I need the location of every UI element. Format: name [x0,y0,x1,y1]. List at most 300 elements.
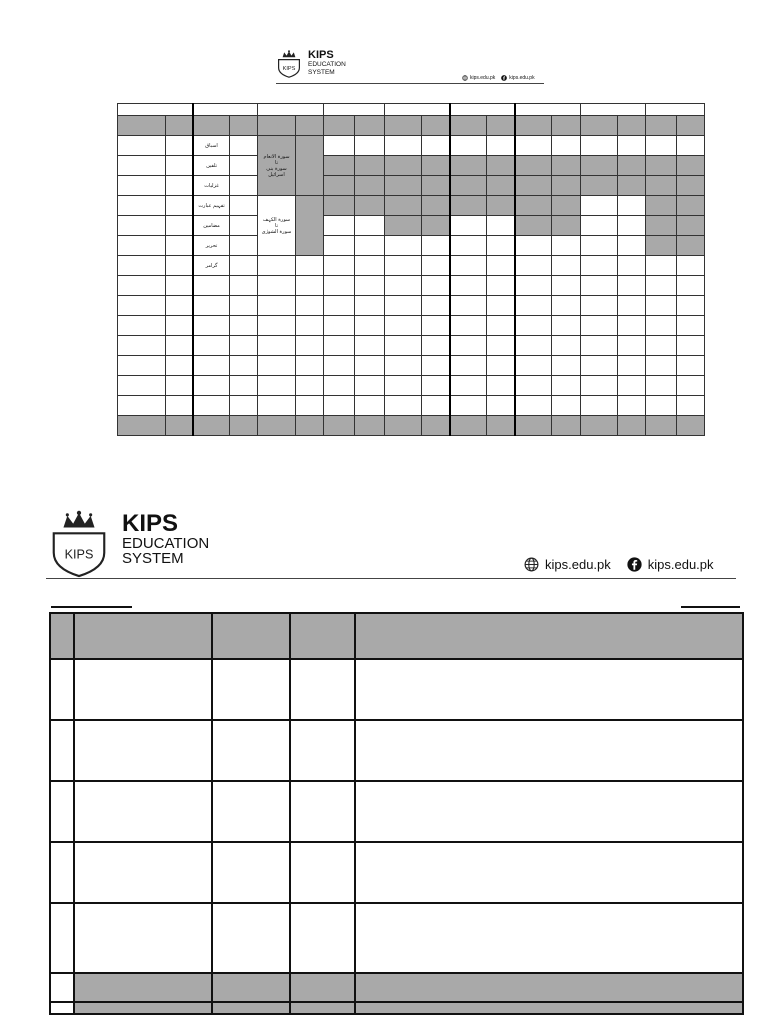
table-cell [212,973,290,1002]
grid-cell [450,136,487,156]
grid-cell [487,296,515,316]
grid-cell [487,236,515,256]
grid-cell [515,416,552,436]
table-cell [290,613,355,659]
grid-cell [166,156,193,176]
grid-cell [552,336,580,356]
grid-row [118,136,705,156]
grid-cell [580,176,617,196]
grid-cell [166,296,193,316]
grid-cell [354,296,384,316]
grid-cell [230,356,258,376]
grid-cell [354,316,384,336]
grid-cell [421,256,449,276]
grid-cell [421,156,449,176]
grid-row [118,156,705,176]
grid-cell [676,196,704,216]
grid-cell [552,316,580,336]
grid-cell [384,396,421,416]
grid-cell [617,216,645,236]
grid-cell [295,276,323,296]
grid-cell [118,356,166,376]
grid-cell [295,396,323,416]
grid-cell [580,336,617,356]
grid-cell [645,276,676,296]
table-cell [74,973,212,1002]
brand-line-education: EDUCATION [308,61,346,68]
chapter-to: تا [275,159,278,166]
grid-cell [645,396,676,416]
grid-cell [450,396,487,416]
grid-cell [450,116,487,136]
grid-cell [515,104,580,116]
grid-cell [421,316,449,336]
grid-cell [645,316,676,336]
grid-cell [645,376,676,396]
grid-title-row [118,104,705,116]
grid-cell [230,316,258,336]
grid-cell [193,376,230,396]
grid-cell [450,216,487,236]
table-cell [50,613,74,659]
grid-cell [354,376,384,396]
subject-label: تفہیم عبارت [193,196,230,216]
grid-cell [487,276,515,296]
facebook-link[interactable] [501,75,534,81]
grid-cell [617,256,645,276]
main-table-header-row [50,613,743,659]
grid-cell [384,256,421,276]
grid-cell [580,104,645,116]
grid-cell [258,256,295,276]
grid-cell [645,416,676,436]
grid-cell [487,156,515,176]
grid-cell [118,156,166,176]
grid-cell [193,104,258,116]
grid-cell [118,336,166,356]
grid-cell [230,116,258,136]
brand-line-system: SYSTEM [308,69,335,76]
grid-cell [676,316,704,336]
facebook-icon [627,557,642,572]
chapter-to: تا [275,222,278,229]
grid-cell [552,236,580,256]
grid-cell [166,336,193,356]
table-cell [290,1002,355,1014]
grid-row [118,376,705,396]
grid-cell [676,216,704,236]
grid-cell [384,276,421,296]
grid-cell [354,136,384,156]
grid-cell [552,196,580,216]
table-cell [212,613,290,659]
grid-cell [676,396,704,416]
brand-line-education: EDUCATION [122,535,210,552]
grid-cell [515,176,552,196]
study-plan-grid [117,103,705,436]
table-cell [355,842,743,903]
grid-cell [421,216,449,236]
grid-cell [487,216,515,236]
grid-cell [450,336,487,356]
grid-cell [552,416,580,436]
grid-cell [617,116,645,136]
grid-cell [676,276,704,296]
table-cell [212,903,290,973]
grid-cell [487,136,515,156]
grid-cell [617,416,645,436]
table-cell [355,781,743,842]
grid-cell [552,396,580,416]
table-cell [290,903,355,973]
grid-cell [617,196,645,216]
grid-cell [515,236,552,256]
table-cell [74,903,212,973]
table-cell [290,659,355,720]
grid-cell [354,216,384,236]
grid-cell [354,196,384,216]
grid-cell [645,256,676,276]
grid-cell [258,416,295,436]
grid-cell [450,296,487,316]
grid-cell [384,116,421,136]
grid-cell [515,376,552,396]
grid-cell [166,416,193,436]
grid-cell [166,396,193,416]
grid-cell [354,336,384,356]
chapter-from: سورة الانعام [263,153,290,160]
table-cell [355,720,743,781]
subject-label: مضامین [193,216,230,236]
globe-icon [524,557,539,572]
grid-cell [230,216,258,236]
field-underline-right [681,606,740,608]
grid-cell [552,216,580,236]
grid-cell [118,276,166,296]
facebook-icon [501,75,507,81]
grid-cell [580,256,617,276]
grid-cell [323,176,354,196]
kips-crown-shield-logo [48,510,110,578]
grid-cell [676,416,704,436]
grid-cell [515,196,552,216]
grid-cell [323,336,354,356]
table-cell [355,903,743,973]
grid-cell [645,356,676,376]
grid-cell [487,376,515,396]
grid-cell [384,376,421,396]
table-cell [212,842,290,903]
grid-cell [676,376,704,396]
grid-cell [515,136,552,156]
grid-cell [580,396,617,416]
grid-cell [323,416,354,436]
grid-cell [617,156,645,176]
grid-cell [323,196,354,216]
grid-cell [295,376,323,396]
contact-links [524,557,714,572]
grid-cell [323,396,354,416]
grid-cell [354,356,384,376]
grid-cell [118,196,166,216]
grid-cell [645,136,676,156]
grid-cell [421,236,449,256]
grid-cell [552,376,580,396]
grid-cell [552,116,580,136]
grid-row [118,236,705,256]
grid-cell [258,336,295,356]
table-cell [355,1002,743,1014]
grid-cell [295,416,323,436]
grid-cell [384,104,449,116]
website-link[interactable] [462,75,495,81]
header-large [46,506,736,590]
grid-cell [515,256,552,276]
grid-cell [384,356,421,376]
grid-cell [354,396,384,416]
grid-cell [617,316,645,336]
grid-cell [193,336,230,356]
grid-cell [421,336,449,356]
grid-cell [617,176,645,196]
grid-cell [323,316,354,336]
grid-cell [645,296,676,316]
grid-cell [487,176,515,196]
grid-row [118,336,705,356]
table-row-shaded [50,1002,743,1014]
grid-cell [193,296,230,316]
grid-cell [515,116,552,136]
grid-cell [230,196,258,216]
website-link[interactable] [524,557,611,572]
grid-cell [450,196,487,216]
grid-cell [354,256,384,276]
grid-cell [487,416,515,436]
grid-cell [230,296,258,316]
subject-label: تحریر [193,236,230,256]
grid-cell [230,376,258,396]
field-underline-left [51,606,132,608]
brand-line-system: SYSTEM [122,550,184,567]
grid-cell [384,136,421,156]
chapter-range-2 [258,196,295,256]
grid-cell [323,236,354,256]
grid-cell [515,396,552,416]
facebook-text: kips.edu.pk [509,75,535,81]
kips-crown-shield-logo [277,49,301,79]
brand-name: KIPS [308,49,334,61]
grid-cell [617,356,645,376]
grid-cell [645,176,676,196]
grid-cell [421,376,449,396]
table-cell [74,842,212,903]
grid-cell [450,416,487,436]
grid-cell [295,356,323,376]
grid-row [118,276,705,296]
grid-cell [580,276,617,296]
grid-cell [323,216,354,236]
grid-cell [676,236,704,256]
grid-cell [384,156,421,176]
grid-cell [676,156,704,176]
table-cell [50,720,74,781]
grid-cell [323,116,354,136]
grid-cell [118,136,166,156]
grid-cell [487,396,515,416]
grid-footer-row [118,416,705,436]
grid-cell [580,216,617,236]
grid-cell [487,116,515,136]
grid-cell [580,416,617,436]
grid-cell [487,256,515,276]
grid-cell [450,256,487,276]
grid-cell [515,296,552,316]
grid-cell [230,256,258,276]
grid-cell [450,156,487,176]
grid-cell [354,116,384,136]
grid-cell [193,116,230,136]
grid-cell [384,216,421,236]
table-cell [290,973,355,1002]
grid-cell [384,336,421,356]
grid-cell [450,376,487,396]
grid-cell [258,276,295,296]
grid-cell [645,116,676,136]
table-cell [74,781,212,842]
grid-cell [450,356,487,376]
grid-cell [258,356,295,376]
grid-cell [645,156,676,176]
chapter-range-1 [258,136,295,196]
grid-cell [580,196,617,216]
grid-cell [258,396,295,416]
grid-cell [580,116,617,136]
grid-cell [487,336,515,356]
subject-label: اسباق [193,136,230,156]
table-cell [290,720,355,781]
website-text: kips.edu.pk [470,75,496,81]
table-cell [212,1002,290,1014]
header-small [276,46,546,88]
grid-cell [617,296,645,316]
grid-cell [118,416,166,436]
grid-cell [580,376,617,396]
table-row [50,720,743,781]
table-cell [212,781,290,842]
grid-cell [384,196,421,216]
grid-cell [617,276,645,296]
grid-cell [421,296,449,316]
grid-cell [323,276,354,296]
grid-cell [450,104,515,116]
table-row [50,659,743,720]
table-cell [74,1002,212,1014]
subject-label: گرامر [193,256,230,276]
grid-cell [193,396,230,416]
table-cell [74,659,212,720]
grid-row [118,256,705,276]
grid-cell [295,256,323,276]
grid-cell [230,416,258,436]
grid-cell [580,356,617,376]
grid-cell [230,176,258,196]
grid-cell [354,276,384,296]
facebook-link[interactable] [627,557,714,572]
contact-links [462,75,535,81]
grid-cell [295,196,323,256]
table-cell [50,973,74,1002]
grid-cell [580,296,617,316]
grid-cell [617,136,645,156]
grid-cell [676,336,704,356]
grid-cell [258,116,295,136]
table-row [50,903,743,973]
table-cell [50,781,74,842]
table-cell [355,659,743,720]
grid-cell [295,116,323,136]
grid-cell [166,116,193,136]
table-cell [355,613,743,659]
grid-row [118,176,705,196]
table-cell [50,1002,74,1014]
chapter-end: سورة الشورٰی [261,228,292,235]
grid-cell [193,416,230,436]
grid-cell [487,196,515,216]
grid-cell [166,176,193,196]
brand-block [308,50,346,77]
grid-cell [450,316,487,336]
grid-cell [676,256,704,276]
grid-cell [384,316,421,336]
grid-header-row [118,116,705,136]
grid-cell [118,396,166,416]
subject-label: تلفیں [193,156,230,176]
grid-cell [645,336,676,356]
grid-cell [354,236,384,256]
grid-cell [421,196,449,216]
grid-cell [421,136,449,156]
table-cell [290,842,355,903]
grid-cell [515,276,552,296]
table-cell [212,659,290,720]
table-cell [355,973,743,1002]
grid-cell [617,376,645,396]
grid-cell [166,356,193,376]
header-rule [276,83,544,84]
grid-cell [487,356,515,376]
grid-cell [552,136,580,156]
grid-cell [676,356,704,376]
grid-cell [552,156,580,176]
grid-cell [166,316,193,336]
empty-rows [118,276,705,436]
grid-cell [552,296,580,316]
grid-cell [421,356,449,376]
table-cell [74,613,212,659]
grid-cell [580,156,617,176]
grid-cell [645,236,676,256]
grid-cell [118,236,166,256]
grid-cell [118,316,166,336]
brand-name: KIPS [122,510,179,537]
grid-cell [258,316,295,336]
grid-cell [193,316,230,336]
grid-cell [323,356,354,376]
grid-cell [230,396,258,416]
grid-cell [118,256,166,276]
subject-label: غزلیات [193,176,230,196]
table-row [50,842,743,903]
